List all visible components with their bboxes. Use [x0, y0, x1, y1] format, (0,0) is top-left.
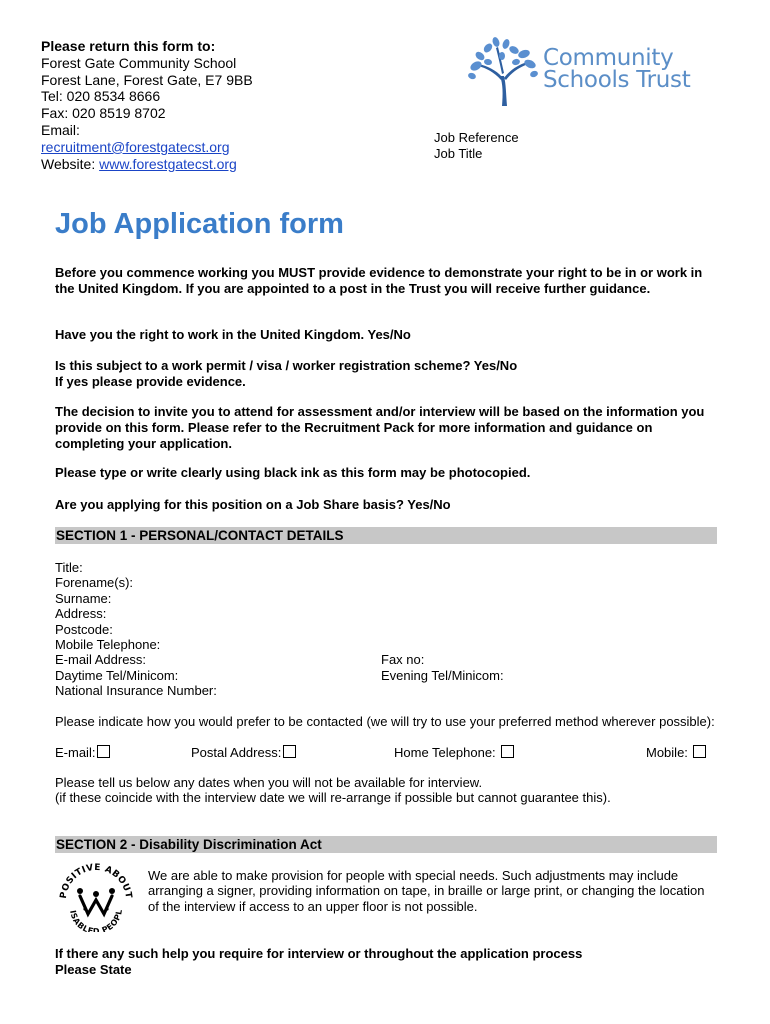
- contact-option-postal: [191, 745, 296, 760]
- job-title-label: Job Title: [434, 146, 483, 161]
- contact-option-home: [394, 745, 514, 760]
- help-line2: Please State: [55, 962, 132, 977]
- community-schools-trust-logo: [466, 36, 706, 108]
- job-share-question: Are you applying for this position on a Job Share basis? Yes/No: [55, 497, 451, 512]
- help-line1: If there any such help you require for interview or throughout the application process: [55, 946, 583, 961]
- logo-line1: Community: [543, 45, 674, 71]
- section2-heading: SECTION 2 - Disability Discrimination Act: [55, 836, 717, 853]
- school-tel: Tel: 020 8534 8666: [41, 88, 161, 105]
- work-permit-question: [55, 358, 723, 390]
- provision-text: We are able to make provision for people with special needs. Such adjustments may include arranging a signer, providing information on tape, in braille or large print, or changing the location of the interview if access to an upper floor is not possible.: [148, 868, 705, 914]
- right-to-work-question: Have you the right to work in the United Kingdom. Yes/No: [55, 327, 411, 342]
- field-forenames: Forename(s):: [55, 575, 134, 591]
- field-mobile: Mobile Telephone:: [55, 637, 161, 653]
- svg-text:POSITIVE ABOUT: POSITIVE ABOUT: [58, 862, 134, 900]
- field-daytime-tel: Daytime Tel/Minicom:: [55, 667, 179, 683]
- school-fax: Fax: 020 8519 8702: [41, 105, 166, 122]
- field-fax: Fax no:: [381, 652, 425, 667]
- contact-mobile-checkbox[interactable]: [693, 745, 706, 758]
- contact-home-checkbox[interactable]: [501, 745, 514, 758]
- tree-icon: [466, 36, 542, 108]
- website-link[interactable]: www.forestgatecst.org: [99, 155, 237, 172]
- contact-mobile-label: Mobile:: [646, 745, 688, 760]
- decision-paragraph: The decision to invite you to attend for assessment and/or interview will be based on the information you provide on this form. Please refer to the Recruitment Pack for more information and guidance on completing your application.: [55, 404, 705, 451]
- job-reference-label: Job Reference: [434, 130, 519, 145]
- ink-instruction: Please type or write clearly using black ink as this form may be photocopied.: [55, 465, 531, 480]
- contact-postal-label: Postal Address:: [191, 745, 282, 760]
- section1-heading: SECTION 1 - PERSONAL/CONTACT DETAILS: [55, 527, 717, 544]
- school-address: Forest Lane, Forest Gate, E7 9BB: [41, 71, 253, 88]
- email-label: Email:: [41, 121, 80, 138]
- field-email: E-mail Address:: [55, 652, 147, 668]
- field-title: Title:: [55, 560, 83, 575]
- right-to-work-paragraph: Before you commence working you MUST provide evidence to demonstrate your right to be in or work in the United Kingdom. If you are appointed to a post in the Trust you will receive further guidance.: [55, 265, 703, 296]
- form-title: Job Application form: [55, 208, 344, 240]
- email-link[interactable]: recruitment@forestgatecst.org: [41, 138, 230, 155]
- work-permit-line: Is this subject to a work permit / visa / worker registration scheme? Yes/No: [55, 358, 518, 373]
- contact-email-checkbox[interactable]: [97, 745, 110, 758]
- evidence-line: If yes please provide evidence.: [55, 374, 246, 389]
- disability-symbol-icon: [52, 862, 140, 932]
- school-name: Forest Gate Community School: [41, 54, 237, 71]
- contact-postal-checkbox[interactable]: [283, 745, 296, 758]
- contact-home-label: Home Telephone:: [394, 745, 496, 760]
- positive-about-disabled-people-badge: [52, 862, 140, 932]
- logo-text: [543, 47, 690, 91]
- job-reference-block: [434, 130, 519, 162]
- availability-text: [55, 775, 611, 806]
- logo-line2: Schools Trust: [543, 67, 691, 93]
- contact-option-email: [55, 745, 110, 760]
- field-postcode: Postcode:: [55, 621, 113, 637]
- return-address-block: [41, 38, 253, 172]
- contact-preference-text: Please indicate how you would prefer to be contacted (we will try to use your preferred method wherever possible):: [55, 714, 715, 729]
- field-evening-tel: Evening Tel/Minicom:: [381, 668, 504, 683]
- return-title: Please return this form to:: [41, 38, 216, 54]
- personal-fields-list: [55, 560, 217, 699]
- website-label: Website:: [41, 155, 96, 172]
- availability-line1: Please tell us below any dates when you will not be available for interview.: [55, 775, 483, 790]
- contact-email-label: E-mail:: [55, 745, 96, 760]
- field-surname: Surname:: [55, 590, 112, 606]
- field-ni-number: National Insurance Number:: [55, 683, 217, 699]
- field-address: Address:: [55, 606, 107, 622]
- help-required-text: [55, 946, 723, 978]
- contact-option-mobile: [646, 745, 706, 760]
- availability-line2: (if these coincide with the interview date we will re-arrange if possible but cannot guarantee this).: [55, 790, 611, 806]
- svg-text:DISABLED PEOPLE: ISABLED PEOPL: [68, 908, 125, 932]
